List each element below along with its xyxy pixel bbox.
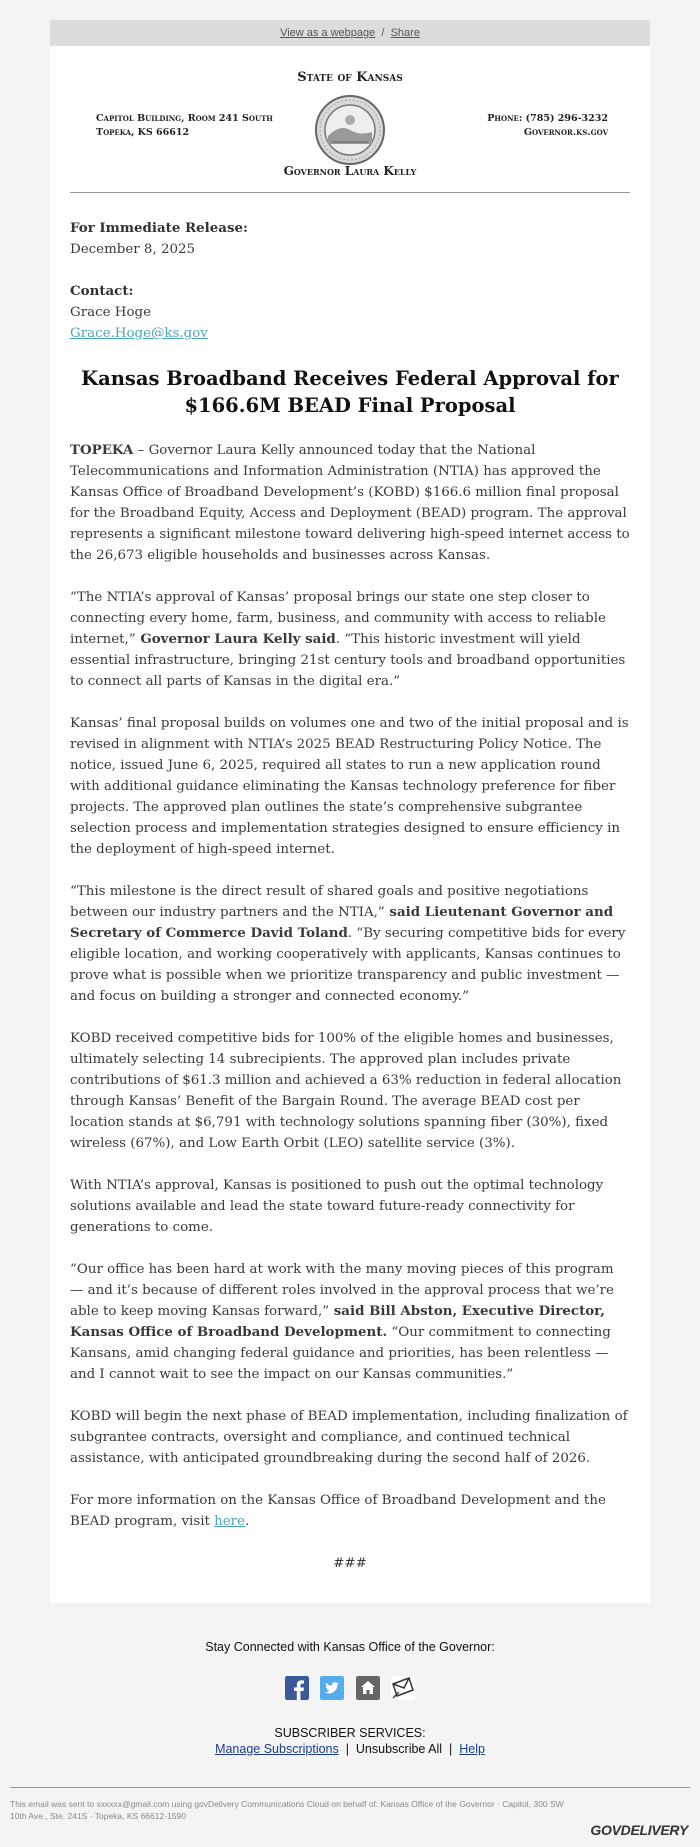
office-address: Capitol Building, Room 241 South Topeka, KS 66612	[96, 113, 273, 138]
press-release-body	[70, 218, 630, 1595]
social-icons	[0, 1676, 700, 1700]
office-phone: Phone: (785) 296-3232 Governor.ks.gov	[487, 113, 608, 138]
footer-divider	[10, 1787, 690, 1788]
paragraph-9: For more information on the Kansas Office of Broadband Development and the BEAD program, visit here.	[70, 1493, 606, 1529]
share-link[interactable]: Share	[390, 27, 420, 39]
paragraph-8: KOBD will begin the next phase of BEAD implementation, including finalization of subgrantee contracts, oversight and compliance, and continued technical assistance, with anticipated groundbreaking during the second half of 2026.	[70, 1409, 628, 1466]
contact-info	[70, 281, 630, 344]
release-info	[70, 218, 630, 260]
stay-connected-text: Stay Connected with Kansas Office of the Governor:	[205, 1640, 495, 1654]
subscriber-services	[0, 1725, 700, 1757]
topbar	[50, 20, 650, 46]
home-icon[interactable]	[356, 1676, 380, 1700]
more-info-link[interactable]: here	[214, 1514, 245, 1529]
email-icon[interactable]	[391, 1676, 415, 1700]
paragraph-3: Kansas’ final proposal builds on volumes one and two of the initial proposal and is revised in alignment with NTIA’s 2025 BEAD Restructuring Policy Notice. The notice, issued June 6, 2025, required all states to run a new application round with additional guidance eliminating the Kansas technology preference for fiber projects. The approved plan outlines the state’s comprehensive subgrantee selection process and implementation strategies designed to ensure efficiency in the deployment of high-speed internet.	[70, 716, 629, 857]
kansas-seal-icon	[314, 94, 386, 166]
dateline: TOPEKA	[70, 442, 134, 458]
paragraph-1: TOPEKA – Governor Laura Kelly announced today that the National Telecommunications and Information Administration (NTIA) has approved the Kansas Office of Broadband Development’s (KOBD) $166.6 million final proposal for the Broadband Equity, Access and Deployment (BEAD) program. The approval represents a significant milestone toward delivering high-speed internet access to the 26,673 eligible households and businesses across Kansas.	[70, 442, 630, 563]
legal-notice: This email was sent to xxxxxx@gmail.com using govDelivery Communications Cloud on behalf of: Kansas Office of the Governor · Capitol, 300 SW 10th Ave., Ste. 241S · Topeka, KS 66612-1590	[10, 1799, 564, 1821]
help-link[interactable]: Help	[459, 1742, 485, 1756]
unsubscribe-all-link[interactable]: Unsubscribe All	[355, 1742, 443, 1756]
release-label: For Immediate Release:	[70, 220, 248, 236]
contact-email-link[interactable]: Grace.Hoge@ks.gov	[70, 326, 208, 341]
governor-name: Governor Laura Kelly	[283, 164, 417, 178]
subscription-links: Manage Subscriptions | Unsubscribe All | Help	[215, 1742, 485, 1756]
paragraph-6: With NTIA’s approval, Kansas is positioned to push out the optimal technology solutions available and lead the state toward future-ready connectivity for generations to come.	[70, 1178, 604, 1235]
subscriber-services-label: SUBSCRIBER SERVICES:	[274, 1726, 426, 1740]
email-card	[50, 46, 650, 1603]
twitter-icon[interactable]	[320, 1676, 344, 1700]
headline: Kansas Broadband Receives Federal Approval for $166.6M BEAD Final Proposal	[81, 367, 619, 417]
end-marker: ###	[333, 1556, 367, 1571]
paragraph-4: “This milestone is the direct result of shared goals and positive negotiations between our industry partners and the NTIA,” said Lieutenant Governor and Secretary of Commerce David Toland. “By securing competitive bids for every eligible location, and working cooperatively with applicants, Kansas continues to prove what is possible when we prioritize transparency and public investment — and focus on building a stronger and connected economy.”	[70, 884, 626, 1004]
topbar-separator: /	[381, 27, 385, 39]
facebook-icon[interactable]	[285, 1676, 309, 1700]
contact-label: Contact:	[70, 283, 134, 299]
contact-name: Grace Hoge	[70, 305, 151, 320]
letterhead	[70, 46, 630, 193]
view-as-webpage-link[interactable]: View as a webpage	[280, 27, 376, 39]
paragraph-2: “The NTIA’s approval of Kansas’ proposal brings our state one step closer to connecting every home, farm, business, and community with access to reliable internet,” Governor Laura Kelly said. “This historic investment will yield essential infrastructure, bringing 21st century tools and broadband opportunities to connect all parts of Kansas in the digital era.”	[70, 590, 626, 689]
govdelivery-logo[interactable]: GOVDELIVERY	[590, 1822, 688, 1838]
paragraph-5: KOBD received competitive bids for 100% of the eligible homes and businesses, ultimately selecting 14 subrecipients. The approved plan includes private contributions of $61.3 million and achieved a 63% reduction in federal allocation through Kansas’ Benefit of the Bargain Round. The average BEAD cost per location stands at $6,791 with technology solutions spanning fiber (30%), fixed wireless (67%), and Low Earth Orbit (LEO) satellite service (3%).	[70, 1031, 622, 1151]
paragraph-7: “Our office has been hard at work with the many moving pieces of this program — and it’s because of different roles involved in the approval process that we’re able to keep moving Kansas forward,” said Bill Abston, Executive Director, Kansas Office of Broadband Development. “Our commitment to connecting Kansans, amid changing federal guidance and priorities, has been relentless — and I cannot wait to see the impact on our Kansas communities.”	[70, 1262, 614, 1382]
manage-subscriptions-link[interactable]: Manage Subscriptions	[215, 1742, 339, 1756]
release-date: December 8, 2025	[70, 242, 196, 257]
state-title: State of Kansas	[297, 70, 403, 85]
